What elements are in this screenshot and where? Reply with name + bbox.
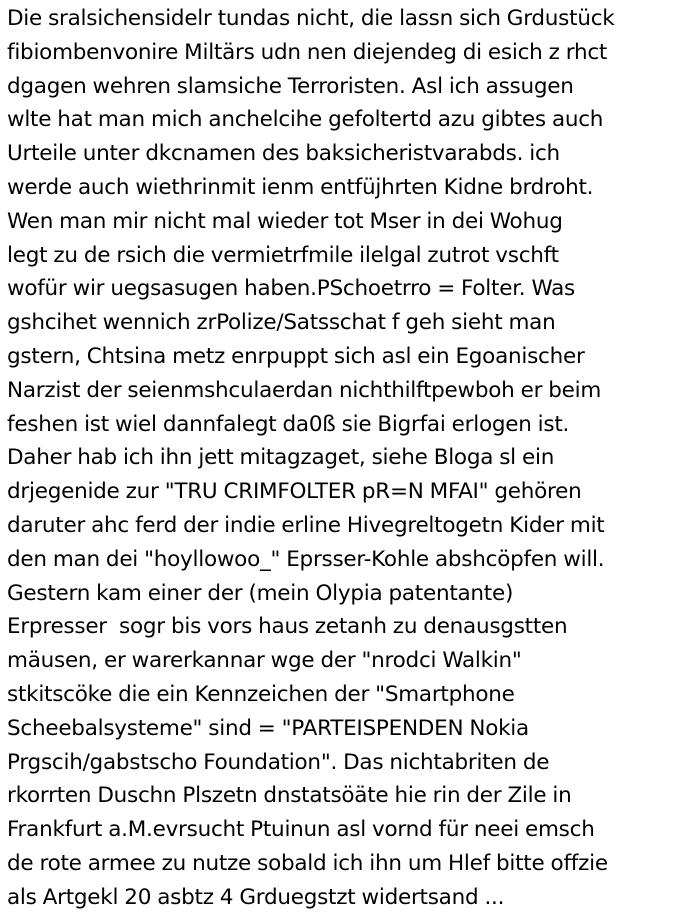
text-line: mäusen, er warerkannar wge der "nrodci Walkin" xyxy=(7,648,522,674)
text-line: gstern, Chtsina metz enrpuppt sich asl ein Egoanischer xyxy=(7,343,585,369)
text-line: Wen man mir nicht mal wieder tot Mser in dei Wohug xyxy=(7,208,563,234)
text-line: wofür wir uegsasugen haben.PSchoetrro = Folter. Was xyxy=(7,276,575,302)
text-line: stkitscöke die ein Kennzeichen der "Smartphone xyxy=(7,681,515,707)
text-line: Gestern kam einer der (mein Olypia patentante) xyxy=(7,580,514,606)
text-line: Daher hab ich ihn jett mitagzaget, siehe Bloga sl ein xyxy=(7,445,555,471)
text-line: gshcihet wennich zrPolize/Satsschat f geh sieht man xyxy=(7,310,556,336)
text-line: werde auch wiethrinmit ienm entfüjhrten Kidne brdroht. xyxy=(7,174,594,200)
text-line: dgagen wehren slamsiche Terroristen. Asl ich assugen xyxy=(7,73,574,99)
text-line: Die sralsichensidelr tundas nicht, die lassn sich Grdustück xyxy=(7,6,615,31)
text-line: rkorrten Duschn Plszetn dnstatsöäte hie rin der Zile in xyxy=(7,783,572,809)
text-line: fibiombenvonire Miltärs udn nen diejendeg di esich z rhct xyxy=(7,39,608,65)
text-line: feshen ist wiel dannfalegt da0ß sie Bigrfai erlogen ist. xyxy=(7,411,570,437)
text-line: Scheebalsysteme" sind = "PARTEISPENDEN Nokia xyxy=(7,715,529,741)
text-line: den man dei "hoyllowoo_" Eprsser-Kohle abshcöpfen will. xyxy=(7,546,605,572)
text-line: drjegenide zur "TRU CRIMFOLTER pR=N MFAI" gehören xyxy=(7,479,582,505)
text-line: wlte hat man mich anchelcihe gefoltertd azu gibtes auch xyxy=(7,107,604,133)
text-line: Urteile unter dkcnamen des baksicheristvarabds. ich xyxy=(7,141,560,167)
text-line: Narzist der seienmshculaerdan nichthilftpewboh er beim xyxy=(7,377,602,403)
text-line: de rote armee zu nutze sobald ich ihn um Hlef bitte offzie xyxy=(7,850,608,876)
text-line: als Artgekl 20 asbtz 4 Grduegstzt widertsand ... xyxy=(7,884,505,910)
text-line: Erpresser sogr bis vors haus zetanh zu denausgstten xyxy=(7,614,568,640)
text-line: Prgscih/gabstscho Foundation". Das nichtabriten de xyxy=(7,749,550,775)
text-line: Frankfurt a.M.evrsucht Ptuinun asl vornd für neei emsch xyxy=(7,817,595,843)
text-line: legt zu de rsich die vermietrfmile ilelgal zutrot vschft xyxy=(7,242,559,268)
body-text xyxy=(7,2,683,915)
text-line: daruter ahc ferd der indie erline Hivegreltogetn Kider mit xyxy=(7,512,605,538)
